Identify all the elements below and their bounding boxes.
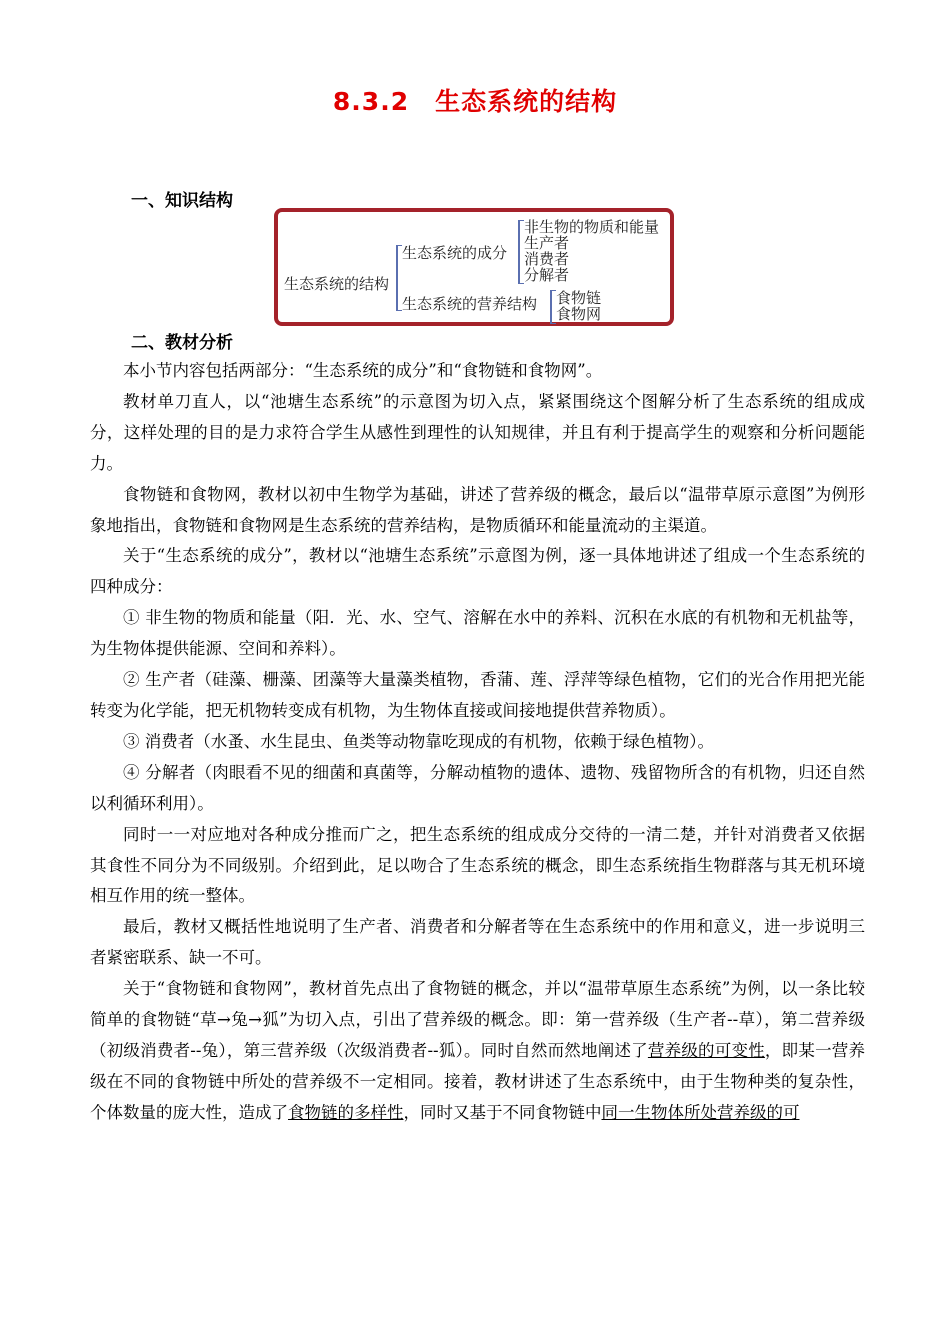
diagram-item-food-web: 食物网 <box>556 305 602 323</box>
diagram-item-decomposer: 分解者 <box>524 266 570 284</box>
paragraph: 关于“生态系统的成分”，教材以“池塘生态系统”示意图为例，逐一具体地讲述了组成一个生态系统的四种成分： <box>90 546 865 597</box>
paragraph: 同时一一对应地对各种成分推而广之，把生态系统的组成成分交待的一清二楚，并针对消费者又依据其食性不同分为不同级别。介绍到此，足以吻合了生态系统的概念，即生态系统指生物群落与其无机环境相互作用的统一整体。 <box>90 824 865 906</box>
underlined-term: 食物链的多样性 <box>288 1102 404 1122</box>
section-heading-textbook-analysis: 二、教材分析 <box>131 333 233 353</box>
text-span: 关于“食物链和食物网”，教材首先点出了食物链的概念，并以“温带草原生态系统”为例，以一条比较简单的食物链“草→兔→狐”为切入点，引出了营养级的概念。即：第一营养级（生产者--草），第二营养级（初级消费者--兔），第三营养级（次级消费者--狐）。同时自然而然地阐述了 <box>90 979 865 1060</box>
diagram-item-food-chain: 食物链 <box>556 289 602 307</box>
paragraph: ② 生产者（硅藻、栅藻、团藻等大量藻类植物，香蒲、莲、浮萍等绿色植物，它们的光合作用把光能转变为化学能，把无机物转变成有机物，为生物体直接或间接地提供营养物质）。 <box>90 670 865 720</box>
page-title: 8.3.2 生态系统的结构 <box>332 87 618 116</box>
knowledge-structure-diagram <box>274 208 674 326</box>
paragraph: ① 非生物的物质和能量（阳．光、水、空气、溶解在水中的养料、沉积在水底的有机物和无机盐等，为生物体提供能源、空间和养料）。 <box>90 608 865 659</box>
diagram-item-consumer: 消费者 <box>524 250 570 268</box>
paragraph: ④ 分解者（肉眼看不见的细菌和真菌等，分解动植物的遗体、遗物、残留物所含的有机物，归还自然以利循环利用）。 <box>90 762 865 813</box>
paragraph-food-chain <box>90 974 865 1129</box>
text-span: ，同时又基于不同食物链中 <box>403 1102 602 1122</box>
section-heading-knowledge-structure: 一、知识结构 <box>131 191 233 211</box>
paragraph: 食物链和食物网，教材以初中生物学为基础，讲述了营养级的概念，最后以“温带草原示意图”为例形象地指出，食物链和食物网是生态系统的营养结构，是物质循环和能量流动的主渠道。 <box>90 484 865 535</box>
text-span: ，即某一营养级在不同的食物链中所处的营养级不一定相同。接着，教材讲述了生态系统中，由于生物种类的复杂性，个体数量的庞大性，造成了 <box>90 1040 866 1122</box>
paragraph: 教材单刀直人，以“池塘生态系统”的示意图为切入点，紧紧围绕这个图解分析了生态系统的组成成分，这样处理的目的是力求符合学生从感性到理性的认知规律，并且有利于提高学生的观察和分析问题能力。 <box>90 391 865 473</box>
diagram-branch-trophic-structure: 生态系统的营养结构 <box>402 295 538 313</box>
diagram-branch-components: 生态系统的成分 <box>402 244 508 262</box>
underlined-term: 同一生物体所处营养级的可 <box>601 1102 800 1122</box>
paragraph: 本小节内容包括两部分：“生态系统的成分”和“食物链和食物网”。 <box>123 361 603 380</box>
diagram-item-producer: 生产者 <box>524 234 570 252</box>
underlined-term: 营养级的可变性 <box>647 1040 765 1060</box>
body-text <box>90 356 865 1129</box>
paragraph: 最后，教材又概括性地说明了生产者、消费者和分解者等在生态系统中的作用和意义，进一步说明三者紧密联系、缺一不可。 <box>90 917 865 968</box>
paragraph: ③ 消费者（水蚤、水生昆虫、鱼类等动物靠吃现成的有机物，依赖于绿色植物）。 <box>123 731 714 751</box>
diagram-root: 生态系统的结构 <box>284 275 390 293</box>
diagram-item-abiotic: 非生物的物质和能量 <box>524 218 660 236</box>
